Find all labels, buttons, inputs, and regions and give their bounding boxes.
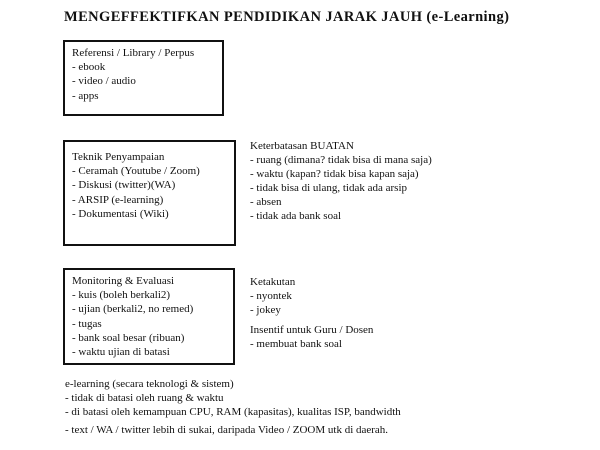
box-referensi-heading: Referensi / Library / Perpus: [72, 47, 195, 59]
keterbatasan-heading: Keterbatasan BUATAN: [250, 140, 354, 152]
box-monitoring-evaluasi: [63, 268, 235, 365]
list-item: - ARSIP (e-learning): [72, 193, 164, 206]
page-title: MENGEFFEKTIFKAN PENDIDIKAN JARAK JAUH (e-Learning): [64, 9, 510, 25]
insentif-heading: Insentif untuk Guru / Dosen: [250, 324, 374, 336]
list-item: - absen: [250, 196, 282, 208]
ketakutan-section: [250, 275, 373, 351]
list-item: - waktu ujian di batasi: [72, 346, 170, 359]
box-teknik-penyampaian: [63, 140, 236, 246]
list-item: - video / audio: [72, 75, 136, 88]
elearning-section: [65, 377, 401, 437]
list-item: - kuis (boleh berkali2): [72, 289, 171, 302]
elearning-heading: e-learning (secara teknologi & sistem): [65, 378, 234, 390]
list-item: - apps: [72, 89, 99, 102]
list-item: - Diskusi (twitter)(WA): [72, 179, 176, 192]
list-item: - jokey: [250, 304, 281, 316]
list-item: - tidak di batasi oleh ruang & waktu: [65, 392, 224, 404]
list-item: - tidak ada bank soal: [250, 210, 342, 222]
list-item: - ujian (berkali2, no remed): [72, 303, 194, 316]
box-referensi: [63, 40, 224, 116]
list-item: - membuat bank soal: [250, 338, 342, 350]
box-teknik-heading: Teknik Penyampaian: [72, 151, 165, 163]
list-item: - tugas: [72, 317, 102, 330]
list-item: - tidak bisa di ulang, tidak ada arsip: [250, 182, 408, 194]
list-item: - Dokumentasi (Wiki): [72, 207, 169, 220]
list-item: - waktu (kapan? tidak bisa kapan saja): [250, 168, 419, 180]
list-item: - ebook: [72, 61, 106, 74]
box-monitoring-heading: Monitoring & Evaluasi: [72, 275, 175, 287]
list-item: - text / WA / twitter lebih di sukai, daripada Video / ZOOM utk di daerah.: [65, 424, 389, 436]
list-item: - ruang (dimana? tidak bisa di mana saja): [250, 154, 432, 166]
ketakutan-heading: Ketakutan: [250, 276, 296, 288]
list-item: - bank soal besar (ribuan): [72, 331, 185, 344]
list-item: - nyontek: [250, 290, 292, 302]
keterbatasan-section: [250, 139, 432, 223]
list-item: - di batasi oleh kemampuan CPU, RAM (kapasitas), kualitas ISP, bandwidth: [65, 406, 401, 418]
list-item: - Ceramah (Youtube / Zoom): [72, 165, 200, 178]
